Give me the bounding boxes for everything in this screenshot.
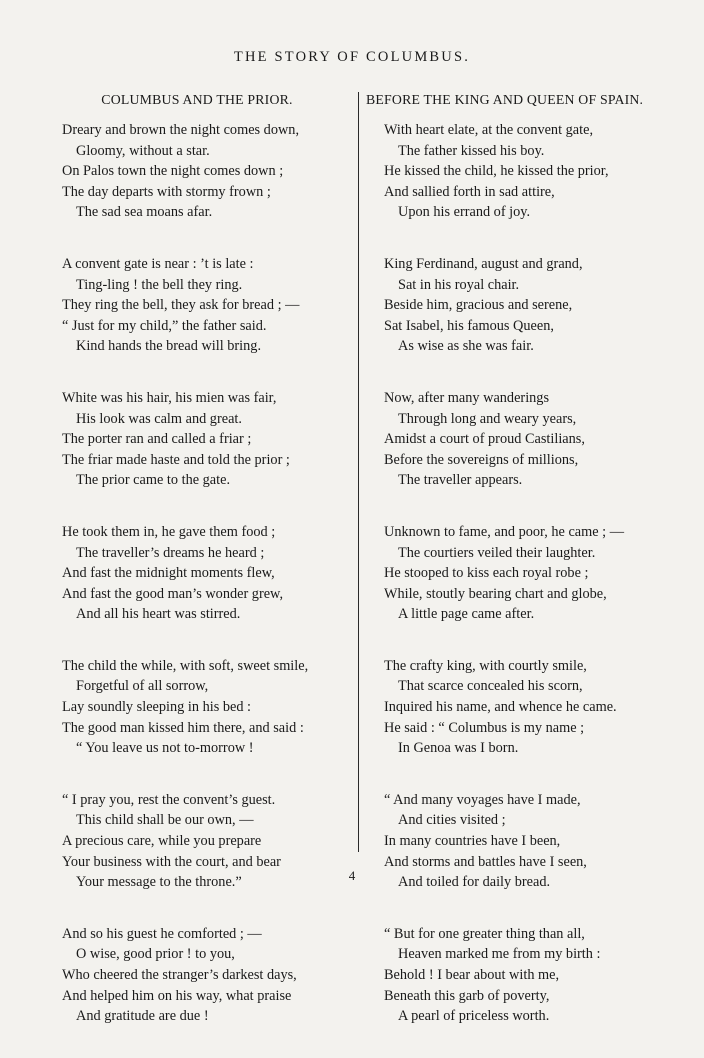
verse-line: The traveller appears. xyxy=(398,472,523,489)
verse-line: Before the sovereigns of millions, xyxy=(384,451,579,468)
verse-line: And helped him on his way, what praise xyxy=(62,987,292,1004)
verse-line: Sat in his royal chair. xyxy=(398,276,520,293)
verse-line: And sallied forth in sad attire, xyxy=(384,183,555,200)
verse-line: Behold ! I bear about with me, xyxy=(384,967,560,983)
verse-line: “ And many voyages have I made, xyxy=(384,791,581,808)
verse-line: With heart elate, at the convent gate, xyxy=(384,122,594,138)
verse-line: Gloomy, without a star. xyxy=(76,142,210,159)
verse-line: A convent gate is near : ’t is late : xyxy=(62,255,254,272)
verse-line: Now, after many wanderings xyxy=(384,389,550,406)
verse-line: As wise as she was fair. xyxy=(398,338,534,355)
verse-line: And gratitude are due ! xyxy=(76,1008,209,1025)
stanza xyxy=(384,522,684,625)
verse-line: He stooped to kiss each royal robe ; xyxy=(384,565,589,582)
verse-line: Inquired his name, and whence he came. xyxy=(384,699,617,716)
verse-line: That scarce concealed his scorn, xyxy=(398,678,583,695)
verse-line: Your message to the throne.” xyxy=(76,874,242,891)
verse-line: Amidst a court of proud Castilians, xyxy=(384,431,585,448)
verse-line: The father kissed his boy. xyxy=(398,142,545,159)
verse-line: “ Just for my child,” the father said. xyxy=(62,317,267,334)
verse-line: Kind hands the bread will bring. xyxy=(76,338,262,355)
verse-line: Unknown to fame, and poor, he came ; — xyxy=(384,523,625,540)
verse-line: Through long and weary years, xyxy=(398,410,577,427)
verse-line: Upon his errand of joy. xyxy=(398,204,531,221)
verse-line: A pearl of priceless worth. xyxy=(398,1008,550,1025)
verse-line: A little page came after. xyxy=(398,606,535,623)
verse-line: Beside him, gracious and serene, xyxy=(384,297,573,314)
verse-line: And fast the midnight moments flew, xyxy=(62,565,275,582)
verse-line: And so his guest he comforted ; — xyxy=(62,925,262,942)
stanza xyxy=(62,120,342,223)
verse-line: A precious care, while you prepare xyxy=(62,833,262,850)
verse-line: Dreary and brown the night comes down, xyxy=(62,122,300,138)
verse-line: The courtiers veiled their laughter. xyxy=(398,544,596,561)
verse-line: The child the while, with soft, sweet smile, xyxy=(62,657,309,674)
verse-line: And all his heart was stirred. xyxy=(76,606,241,623)
stanza xyxy=(62,388,342,491)
stanza xyxy=(384,924,684,1027)
verse-line: And fast the good man’s wonder grew, xyxy=(62,585,284,602)
verse-line: Who cheered the stranger’s darkest days, xyxy=(62,967,297,983)
verse-line: The crafty king, with courtly smile, xyxy=(384,657,587,674)
verse-line: O wise, good prior ! to you, xyxy=(76,946,235,963)
page-number: 4 xyxy=(348,868,356,883)
running-head: THE STORY OF COLUMBUS. xyxy=(233,49,471,65)
verse-line: “ I pray you, rest the convent’s guest. xyxy=(62,791,276,808)
verse-line: Sat Isabel, his famous Queen, xyxy=(384,317,554,334)
verse-line: Heaven marked me from my birth : xyxy=(398,946,601,963)
verse-line: Forgetful of all sorrow, xyxy=(76,678,209,695)
stanza xyxy=(62,924,342,1027)
verse-line: White was his hair, his mien was fair, xyxy=(62,389,277,406)
verse-line: King Ferdinand, august and grand, xyxy=(384,255,583,272)
verse-line: The porter ran and called a friar ; xyxy=(62,431,252,448)
verse-line: And cities visited ; xyxy=(398,812,506,829)
verse-line: While, stoutly bearing chart and globe, xyxy=(384,585,607,602)
verse-line: This child shall be our own, — xyxy=(76,812,254,829)
verse-line: The sad sea moans afar. xyxy=(76,204,213,221)
verse-line: The good man kissed him there, and said : xyxy=(62,719,304,736)
verse-line: Lay soundly sleeping in his bed : xyxy=(62,699,252,716)
verse-line: The prior came to the gate. xyxy=(76,472,231,489)
poem-column-right xyxy=(366,88,684,1058)
verse-line: They ring the bell, they ask for bread ; — xyxy=(62,297,300,314)
poem-column-left xyxy=(62,88,342,1058)
verse-line: The traveller’s dreams he heard ; xyxy=(76,544,265,561)
stanza xyxy=(384,120,684,223)
stanza xyxy=(384,656,684,759)
verse-line: And toiled for daily bread. xyxy=(398,874,551,891)
verse-line: And storms and battles have I seen, xyxy=(384,853,587,870)
stanza-list-right xyxy=(384,120,684,1027)
stanza xyxy=(62,254,342,357)
verse-line: The friar made haste and told the prior ; xyxy=(62,451,290,468)
verse-line: His look was calm and great. xyxy=(76,410,242,427)
verse-line: He said : “ Columbus is my name ; xyxy=(384,719,585,736)
stanza-list-left xyxy=(62,120,342,1027)
verse-line: Your business with the court, and bear xyxy=(62,853,281,870)
verse-line: “ But for one greater thing than all, xyxy=(384,925,585,942)
verse-line: He took them in, he gave them food ; xyxy=(62,523,276,540)
stanza xyxy=(62,522,342,625)
stanza xyxy=(384,254,684,357)
verse-line: Ting-ling ! the bell they ring. xyxy=(76,276,243,293)
column-divider xyxy=(358,92,359,852)
verse-line: In Genoa was I born. xyxy=(398,740,519,757)
verse-line: In many countries have I been, xyxy=(384,833,561,850)
stanza xyxy=(384,388,684,491)
verse-line: On Palos town the night comes down ; xyxy=(62,163,284,180)
stanza xyxy=(62,656,342,759)
verse-line: “ You leave us not to-morrow ! xyxy=(76,740,254,757)
verse-line: He kissed the child, he kissed the prior, xyxy=(384,163,609,180)
verse-line: The day departs with stormy frown ; xyxy=(62,183,271,200)
poem-title-left: COLUMBUS AND THE PRIOR. xyxy=(101,92,293,107)
verse-line: Beneath this garb of poverty, xyxy=(384,987,550,1004)
poem-title-right: BEFORE THE KING AND QUEEN OF SPAIN. xyxy=(366,92,644,107)
